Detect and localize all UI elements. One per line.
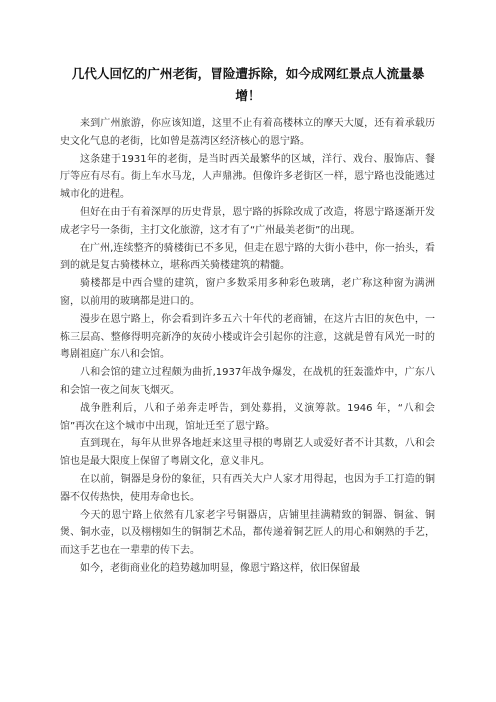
paragraph: 骑楼都是中西合璧的建筑，窗户多数采用多种彩色玻璃，老广称这种窗为满洲窗，以前用的玻璃都是进口的。 (60, 278, 435, 307)
paragraph: 战争胜利后，八和子弟奔走呼告，到处募捐，义演筹款。1946 年，“八和会馆”再次在这个城市中出现，馆址迁至了恩宁路。 (60, 402, 435, 432)
paragraph: 如今，老街商业化的趋势越加明显，像恩宁路这样，依旧保留最 (80, 562, 360, 574)
paragraph: 今天的恩宁路上依然有几家老字号铜器店，店铺里挂满精致的铜器、铜盆、铜煲、铜水壶，以及栩栩如生的铜制艺术品，都传递着铜艺匠人的用心和娴熟的手艺，而这手艺也在一辈辈的传下去。 (60, 509, 435, 557)
article-body (60, 115, 435, 578)
paragraph: 这条建于1931年的老街，是当时西关最繁华的区域，洋行、戏台、服饰店、餐厅等应有尽有。街上车水马龙，人声鼎沸。但像许多老街区一样，恩宁路也没能逃过城市化的进程。 (60, 153, 435, 201)
paragraph: 在以前，铜器是身份的象征，只有西关大户人家才用得起，也因为手工打造的铜器不仅传热快，使用寿命也长。 (60, 473, 435, 503)
paragraph: 直到现在，每年从世界各地赶来这里寻根的粤剧艺人或爱好者不计其数，八和会馆也是最大限度上保留了粤剧文化，意义非凡。 (60, 438, 435, 468)
paragraph: 在广州,连续整齐的骑楼街已不多见，但走在恩宁路的大街小巷中，你一抬头，看到的就是复古骑楼林立，堪称西关骑楼建筑的精髓。 (60, 242, 435, 272)
paragraph: 但好在由于有着深厚的历史背景，恩宁路的拆除改成了改造，将恩宁路逐渐开发成老字号一条街，主打文化旅游，这才有了“广州最美老街”的出现。 (60, 206, 435, 236)
paragraph: 来到广州旅游，你应该知道，这里不止有着高楼林立的摩天大厦，还有着承载历史文化气息的老街，比如曾是荔湾区经济核心的恩宁路。 (60, 118, 435, 147)
paragraph: 八和会馆的建立过程颇为曲折,1937年战争爆发，在战机的狂轰滥炸中，广东八和会馆一夜之间灰飞烟灭。 (60, 367, 435, 396)
article-title: 几代人回忆的广州老街，冒险遭拆除，如今成网红景点人流量暴增！ (71, 66, 425, 103)
paragraph: 漫步在恩宁路上，你会看到许多五六十年代的老商铺，在这片古旧的灰色中，一栋三层高、整修得明亮新净的灰砖小楼或许会引起你的注意，这就是曾有风光一时的粤剧祖庭广东八和会馆。 (60, 313, 435, 361)
